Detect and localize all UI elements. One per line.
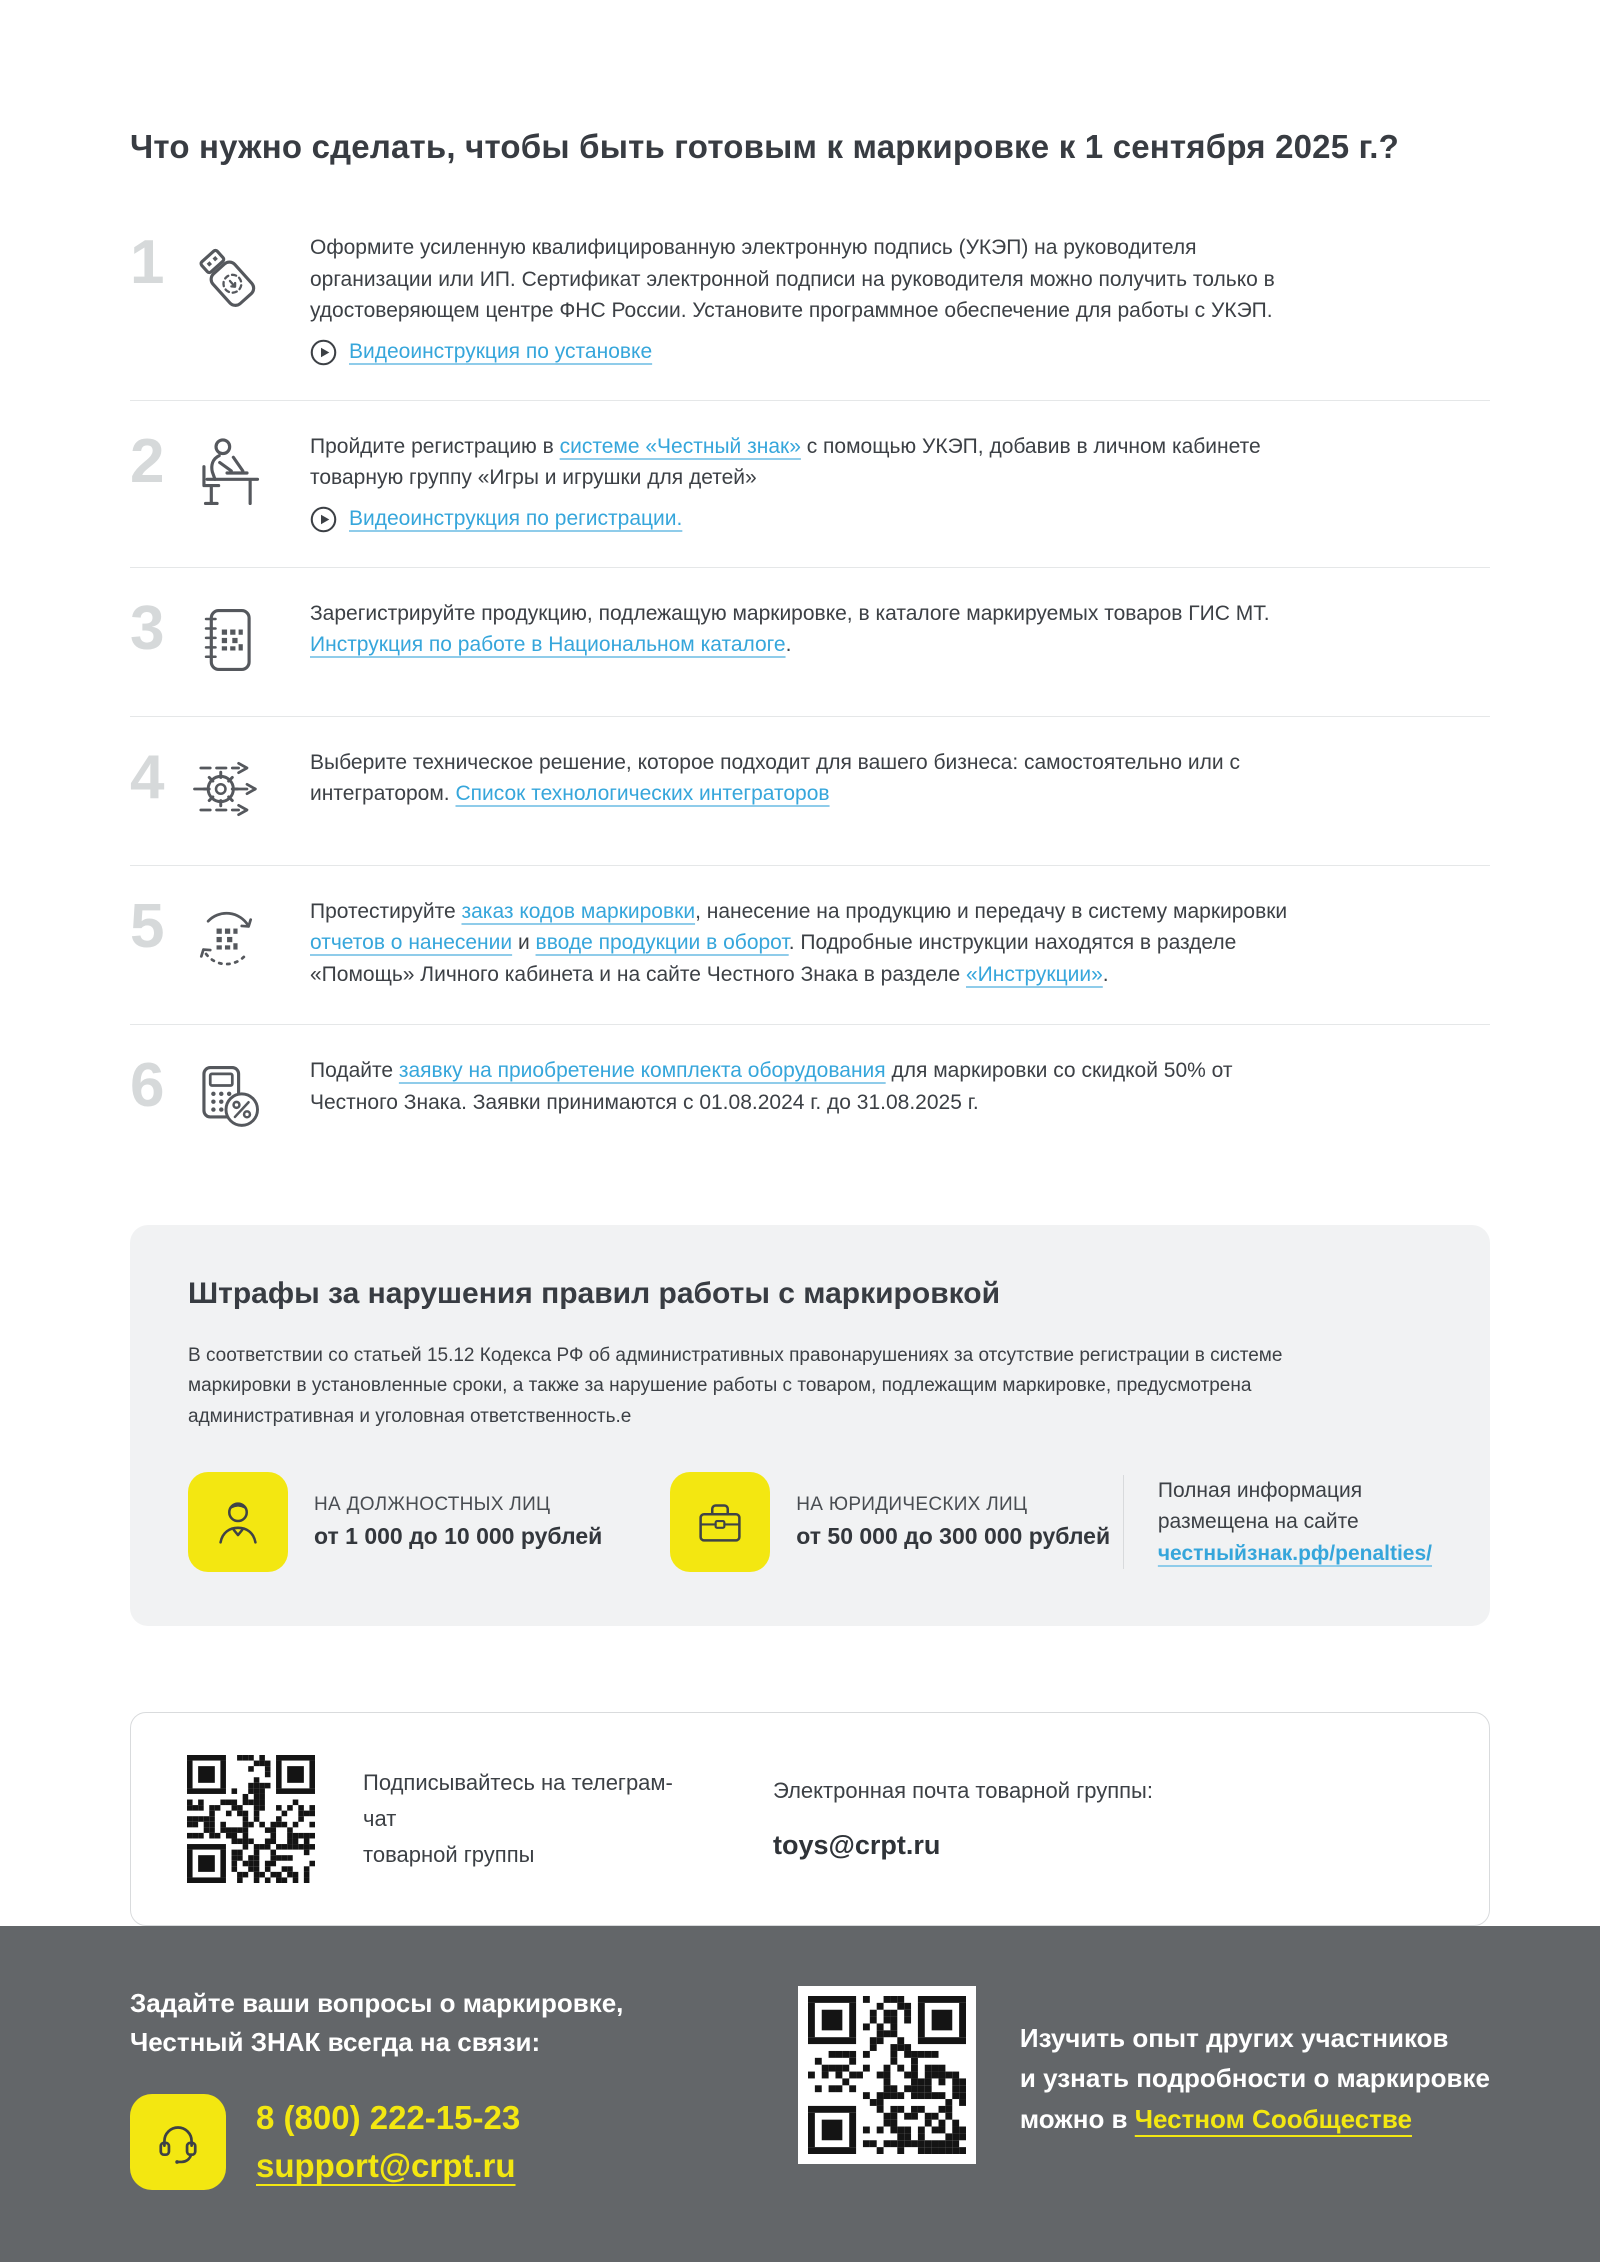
penalty-card-legal xyxy=(670,1472,1110,1572)
step-3-number: 3 xyxy=(130,593,165,663)
group-email[interactable]: toys@crpt.ru xyxy=(773,1829,941,1860)
community-text: Изучить опыт других участников и узнать подробности о маркировке можно в Честном Сообществе xyxy=(1019,2023,1490,2134)
step-2-text: Пройдите регистрацию в системе «Честный знак» с помощью УКЭП, добавив в личном кабинете товарную группу «Игры и игрушки для детей» xyxy=(310,434,1261,489)
penalties-panel xyxy=(130,1225,1490,1626)
footer xyxy=(0,1926,1600,2262)
step-4-text: Выберите техническое решение, которое подходит для вашего бизнеса: самостоятельно или с интегратором. Список технологических интеграторов xyxy=(310,750,1240,805)
circulation-link[interactable]: вводе продукции в оборот xyxy=(535,931,789,954)
telegram-subscribe-text: Подписывайтесь на телеграм-чат товарной группы xyxy=(363,1769,673,1868)
official-person-icon xyxy=(188,1472,288,1572)
step-3-text: Зарегистрируйте продукцию, подлежащую маркировке, в каталоге маркируемых товаров ГИС МТ. Инструкция по работе в Национальном каталоге. xyxy=(310,601,1270,656)
penalty-legal-amount: от 50 000 до 300 000 рублей xyxy=(796,1523,1111,1550)
support-email-link[interactable]: support@crpt.ru xyxy=(256,2147,516,2185)
page-title: Что нужно сделать, чтобы быть готовым к маркировке к 1 сентября 2025 г.? xyxy=(130,128,1400,165)
step-3 xyxy=(130,567,1490,716)
catalog-notebook-icon xyxy=(184,598,268,682)
chestny-znak-system-link[interactable]: системе «Честный знак» xyxy=(559,434,801,458)
community-qr-frame xyxy=(798,1986,976,2164)
briefcase-icon xyxy=(670,1472,770,1572)
step-4-number: 4 xyxy=(130,742,165,812)
footer-contact-row xyxy=(130,2094,623,2190)
video-registration-link[interactable]: Видеоинструкция по регистрации. xyxy=(349,507,683,530)
steps-list xyxy=(130,202,1490,1173)
step-1-text: Оформите усиленную квалифицированную электронную подпись (УКЭП) на руководителя организации или ИП. Сертификат электронной подписи на руководителя можно получить только в удостоверяющем центре ФНС России. Установите программное обеспечение для работы с УКЭП. xyxy=(310,236,1275,322)
codes-order-link[interactable]: заказ кодов маркировки xyxy=(461,899,696,923)
step-2-video-row xyxy=(310,506,1490,533)
penalties-description: В соответствии со статьей 15.12 Кодекса РФ об административных правонарушениях за отсутствие регистрации в системе маркировки в установленные сроки, а также за нарушение работы с товаром, подлежащим маркировке, предусмотрена административная и уголовная ответственность.е xyxy=(188,1345,1283,1427)
usb-token-icon xyxy=(184,232,268,316)
application-reports-link[interactable]: отчетов о нанесении xyxy=(310,931,513,954)
step-5 xyxy=(130,865,1490,1025)
contact-box xyxy=(130,1712,1490,1926)
step-6-text: Подайте заявку на приобретение комплекта оборудования для маркировки со скидкой 50% от Честного Знака. Заявки принимаются с 01.08.2024 г. до 31.08.2025 г. xyxy=(310,1059,1233,1114)
play-icon xyxy=(310,506,337,533)
telegram-qr-code xyxy=(187,1755,315,1883)
penalties-title: Штрафы за нарушения правил работы с маркировкой xyxy=(188,1277,1001,1310)
step-2-number: 2 xyxy=(130,426,165,496)
national-catalog-link[interactable]: Инструкция по работе в Национальном каталоге xyxy=(310,633,786,656)
play-icon xyxy=(310,339,337,366)
step-6-number: 6 xyxy=(130,1051,165,1120)
footer-contact-block xyxy=(130,1926,623,2262)
integration-gear-icon xyxy=(184,747,268,831)
community-qr-code xyxy=(808,1996,966,2154)
community-link[interactable]: Честном Сообществе xyxy=(1134,2103,1412,2134)
penalty-officials-label: НА ДОЛЖНОСТНЫХ ЛИЦ xyxy=(314,1494,551,1516)
step-1-number: 1 xyxy=(130,228,165,297)
person-laptop-icon xyxy=(184,431,268,515)
step-2 xyxy=(130,400,1490,567)
group-email-block xyxy=(773,1778,1153,1861)
step-1-video-row xyxy=(310,339,1490,366)
video-instruction-link[interactable]: Видеоинструкция по установке xyxy=(349,340,653,363)
calculator-discount-icon xyxy=(184,1055,268,1139)
testing-cycle-icon xyxy=(184,896,268,980)
step-5-number: 5 xyxy=(130,891,165,961)
step-4 xyxy=(130,716,1490,865)
penalty-officials-amount: от 1 000 до 10 000 рублей xyxy=(314,1523,603,1550)
instructions-link[interactable]: «Инструкции» xyxy=(965,962,1103,986)
penalties-cards xyxy=(188,1472,1432,1572)
group-email-label: Электронная почта товарной группы: xyxy=(773,1777,1153,1803)
penalty-card-officials xyxy=(188,1472,602,1572)
equipment-request-link[interactable]: заявку на приобретение комплекта оборудования xyxy=(398,1059,886,1082)
footer-heading: Задайте ваши вопросы о маркировке, Честный ЗНАК всегда на связи: xyxy=(130,1988,624,2058)
support-phone[interactable]: 8 (800) 222-15-23 xyxy=(256,2099,521,2137)
step-6 xyxy=(130,1024,1490,1173)
step-5-text: Протестируйте заказ кодов маркировки, нанесение на продукцию и передачу в систему маркировки отчетов о нанесении и вводе продукции в оборот. Подробные инструкции находятся в разделе «Помощь» Личного кабинета и на сайте Честного Знака в разделе «Инструкции». xyxy=(310,899,1288,986)
penalty-legal-label: НА ЮРИДИЧЕСКИХ ЛИЦ xyxy=(796,1494,1028,1516)
step-1 xyxy=(130,202,1490,400)
penalties-more-info: Полная информация размещена на сайте честныйзнак.рф/penalties/ xyxy=(1123,1475,1432,1570)
footer-community-block xyxy=(798,1926,1490,2262)
integrators-list-link[interactable]: Список технологических интеграторов xyxy=(455,782,830,805)
penalties-site-link[interactable]: честныйзнак.рф/penalties/ xyxy=(1157,1541,1432,1565)
headset-icon xyxy=(130,2094,226,2190)
